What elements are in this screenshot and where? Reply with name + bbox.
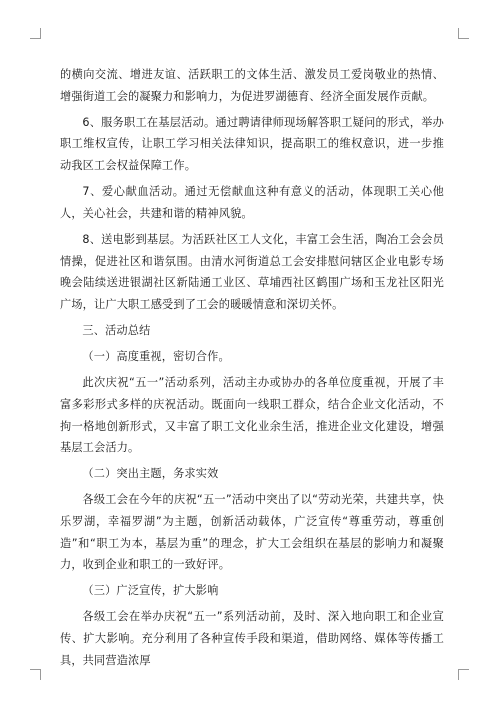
crop-mark-top-left bbox=[30, 28, 41, 39]
crop-mark-bottom-left bbox=[30, 669, 41, 680]
paragraph-item-6: 6、服务职工在基层活动。通过聘请律师现场解答职工疑问的形式，举办职工维权宣传，让职工学习相关法律知识，提高职工的维权意识，进一步推动我区工会权益保障工作。 bbox=[60, 115, 444, 173]
paragraph-summary-2: 各级工会在今年的庆祝“五一”活动中突出了以“劳动光荣，共建共享，快乐罗湖，幸福罗湖”为主题，创新活动载体，广泛宣传“尊重劳动，尊重创造”和“职工为本，基层为重”的理念，扩大工会组织在基层的影响力和凝聚力，收到企业和职工的一致好评。 bbox=[60, 493, 444, 572]
paragraph-item-7: 7、爱心献血活动。通过无偿献血这种有意义的活动，体现职工关心他人，关心社会，共建和谐的精神风貌。 bbox=[60, 185, 444, 220]
paragraph-summary-1: 此次庆祝“五一”活动系列，活动主办或协办的各单位度重视，开展了丰富多彩形式多样的庆祝活动。既面向一线职工群众，结合企业文化活动，不拘一格地创新形式，又丰富了职工文化业余生活，推进企业文化建设，增强基层工会活力。 bbox=[60, 375, 444, 455]
paragraph-continuation: 的横向交流、增进友谊、活跃职工的文体生活、激发员工爱岗敬业的热情、增强街道工会的凝聚力和影响力，为促进罗湖德育、经济全面发展作贡献。 bbox=[60, 68, 444, 103]
crop-mark-top-right bbox=[458, 28, 469, 39]
paragraph-summary-3: 各级工会在举办庆祝“五一”系列活动前，及时、深入地向职工和企业宣传、扩大影响。充分利用了各种宣传手段和渠道，借助网络、媒体等传播工具，共同营造浓厚 bbox=[60, 610, 444, 667]
paragraph-item-8: 8、送电影到基层。为活跃社区工人文化，丰富工会生活，陶冶工会会员情操，促进社区和谐氛围。由清水河街道总工会安排慰问辖区企业电影专场晚会陆续送进银湖社区新陆通工业区、草埔西社区鹤围广场和玉龙社区阳光广场，让广大职工感受到了工会的暖暖情意和深切关怀。 bbox=[60, 232, 444, 312]
crop-mark-bottom-right bbox=[458, 669, 469, 680]
subheading-1: （一）高度重视，密切合作。 bbox=[82, 350, 230, 364]
subheading-2: （二）突出主题，务求实效 bbox=[82, 467, 219, 481]
subheading-3: （三）广泛宣传，扩大影响 bbox=[82, 584, 219, 598]
document-body bbox=[60, 64, 444, 676]
section-heading-summary: 三、活动总结 bbox=[82, 324, 151, 338]
